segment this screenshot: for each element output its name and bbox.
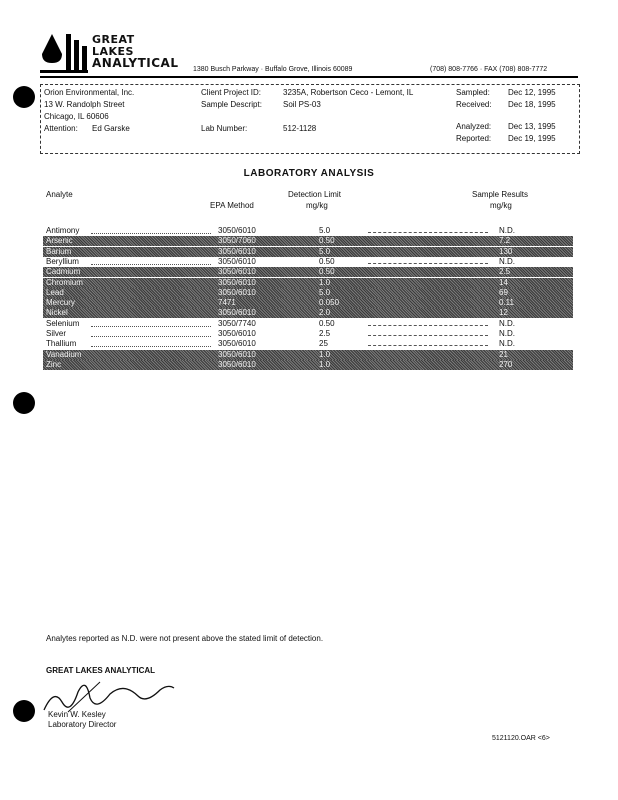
result-cell: 12 — [499, 308, 508, 318]
method-cell: 3050/6010 — [218, 287, 256, 297]
analyte-cell: Vanadium — [46, 349, 82, 359]
method-cell: 3050/6010 — [218, 256, 256, 266]
binder-hole-bottom — [13, 700, 35, 722]
limit-cell: 5.0 — [319, 226, 331, 235]
analyte-cell: Cadmium — [46, 267, 81, 277]
leader-dash — [368, 335, 488, 336]
table-row — [43, 308, 573, 318]
method-cell: 3050/7060 — [218, 236, 256, 246]
attention-name: Ed Garske — [92, 124, 130, 133]
analyte-cell: Arsenic — [46, 236, 73, 246]
result-cell: N.D. — [499, 256, 515, 266]
col-header-result: Sample Results — [472, 190, 529, 199]
method-cell: 3050/6010 — [218, 329, 256, 338]
sample-descript-label: Sample Descript: — [201, 100, 262, 109]
analyte-cell: Mercury — [46, 298, 75, 308]
method-cell: 3050/6010 — [218, 277, 256, 287]
received-label: Received: — [456, 100, 492, 109]
method-cell: 7471 — [218, 298, 236, 308]
method-cell: 3050/6010 — [218, 359, 256, 369]
col-header-method: EPA Method — [210, 201, 254, 210]
result-cell: N.D. — [499, 318, 515, 328]
table-row — [43, 236, 573, 246]
result-cell: 130 — [499, 246, 513, 256]
lab-address: 1380 Busch Parkway · Buffalo Grove, Illinois 60089 — [193, 66, 353, 73]
analyte-cell: Barium — [46, 246, 72, 256]
analyte-cell: Zinc — [46, 359, 62, 369]
received-date: Dec 18, 1995 — [508, 100, 556, 109]
method-cell: 3050/6010 — [218, 246, 256, 256]
table-row — [43, 319, 573, 329]
analyte-cell: Antimony — [46, 226, 80, 235]
table-row — [43, 350, 573, 360]
limit-cell: 5.0 — [319, 287, 331, 297]
leader-dots — [91, 336, 211, 337]
table-row — [43, 278, 573, 288]
result-cell: 0.11 — [499, 298, 514, 308]
attention-label: Attention: — [44, 124, 78, 133]
analyte-cell: Thallium — [46, 339, 77, 349]
reported-date: Dec 19, 1995 — [508, 134, 556, 143]
limit-cell: 1.0 — [319, 277, 331, 287]
analyzed-date: Dec 13, 1995 — [508, 122, 556, 131]
limit-cell: 0.050 — [319, 298, 340, 308]
document-code: 5121120.OAR <6> — [492, 735, 550, 742]
binder-hole-middle — [13, 392, 35, 414]
sampled-date: Dec 12, 1995 — [508, 88, 556, 97]
result-cell: 270 — [499, 359, 513, 369]
method-cell: 3050/6010 — [218, 339, 256, 349]
method-cell: 3050/6010 — [218, 267, 256, 277]
client-city: Chicago, IL 60606 — [44, 112, 109, 121]
leader-dash — [368, 232, 488, 233]
footnote: Analytes reported as N.D. were not present above the stated limit of detection. — [46, 634, 324, 643]
result-cell: 7.2 — [499, 236, 511, 246]
report-title: LABORATORY ANALYSIS — [243, 168, 375, 179]
limit-cell: 5.0 — [319, 246, 331, 256]
logo-line-2: LAKES — [92, 45, 134, 58]
signatory-name: Kevin W. Kesley — [48, 710, 106, 719]
result-cell: N.D. — [499, 226, 515, 235]
analyte-cell: Nickel — [46, 308, 68, 318]
limit-cell: 2.5 — [319, 329, 331, 338]
limit-cell: 0.50 — [319, 267, 335, 277]
client-project-value: 3235A, Robertson Ceco - Lemont, IL — [283, 88, 414, 97]
sample-descript-value: Soil PS-03 — [283, 100, 321, 109]
result-cell: 21 — [499, 349, 508, 359]
signatory-title: Laboratory Director — [48, 720, 117, 729]
table-row — [43, 267, 573, 277]
reported-label: Reported: — [456, 134, 492, 143]
leader-dots — [91, 326, 211, 327]
limit-cell: 1.0 — [319, 359, 331, 369]
col-header-limit-unit: mg/kg — [306, 201, 328, 210]
col-header-limit: Detection Limit — [288, 190, 341, 199]
method-cell: 3050/6010 — [218, 349, 256, 359]
result-cell: N.D. — [499, 339, 515, 349]
limit-cell: 0.50 — [319, 256, 335, 266]
result-cell: N.D. — [499, 329, 515, 338]
table-row — [43, 298, 573, 308]
sampled-label: Sampled: — [456, 88, 490, 97]
limit-cell: 2.0 — [319, 308, 331, 318]
result-cell: 69 — [499, 287, 508, 297]
client-name: Orion Environmental, Inc. — [44, 88, 135, 97]
report-title-wrap — [0, 163, 618, 181]
limit-cell: 25 — [319, 339, 328, 349]
analyte-cell: Silver — [46, 329, 67, 338]
method-cell: 3050/7740 — [218, 318, 256, 328]
lab-number-value: 512-1128 — [283, 124, 317, 133]
analyte-cell: Lead — [46, 287, 64, 297]
logo-line-3: ANALYTICAL — [92, 56, 179, 70]
lab-number-label: Lab Number: — [201, 124, 248, 133]
method-cell: 3050/6010 — [218, 226, 256, 235]
result-cell: 14 — [499, 277, 508, 287]
table-row — [43, 339, 573, 349]
leader-dots — [91, 346, 211, 347]
analyte-cell: Beryllium — [46, 256, 79, 266]
logo-line-1: GREAT — [92, 33, 135, 46]
leader-dash — [368, 345, 488, 346]
leader-dots — [91, 233, 211, 234]
col-header-analyte: Analyte — [46, 190, 73, 199]
leader-dots — [91, 264, 211, 265]
client-street: 13 W. Randolph Street — [44, 100, 125, 109]
binder-hole-top — [13, 86, 35, 108]
analyte-cell: Chromium — [46, 277, 83, 287]
company-logo — [40, 30, 179, 76]
table-row — [43, 288, 573, 298]
limit-cell: 0.50 — [319, 236, 335, 246]
lab-phone: (708) 808-7766 · FAX (708) 808-7772 — [430, 66, 548, 73]
signature-company: GREAT LAKES ANALYTICAL — [46, 666, 156, 675]
col-header-result-unit: mg/kg — [490, 201, 512, 210]
result-cell: 2.5 — [499, 267, 511, 277]
analyte-cell: Selenium — [46, 318, 80, 328]
table-row — [43, 226, 573, 236]
table-row — [43, 329, 573, 339]
limit-cell: 0.50 — [319, 318, 335, 328]
client-project-label: Client Project ID: — [201, 88, 262, 97]
table-row — [43, 360, 573, 370]
table-row — [43, 257, 573, 267]
leader-dash — [368, 325, 488, 326]
table-row — [43, 247, 573, 257]
leader-dash — [368, 263, 488, 264]
limit-cell: 1.0 — [319, 349, 331, 359]
analyzed-label: Analyzed: — [456, 122, 492, 131]
method-cell: 3050/6010 — [218, 308, 256, 318]
logo-emblem-icon — [40, 32, 90, 76]
header-rule — [40, 76, 578, 78]
